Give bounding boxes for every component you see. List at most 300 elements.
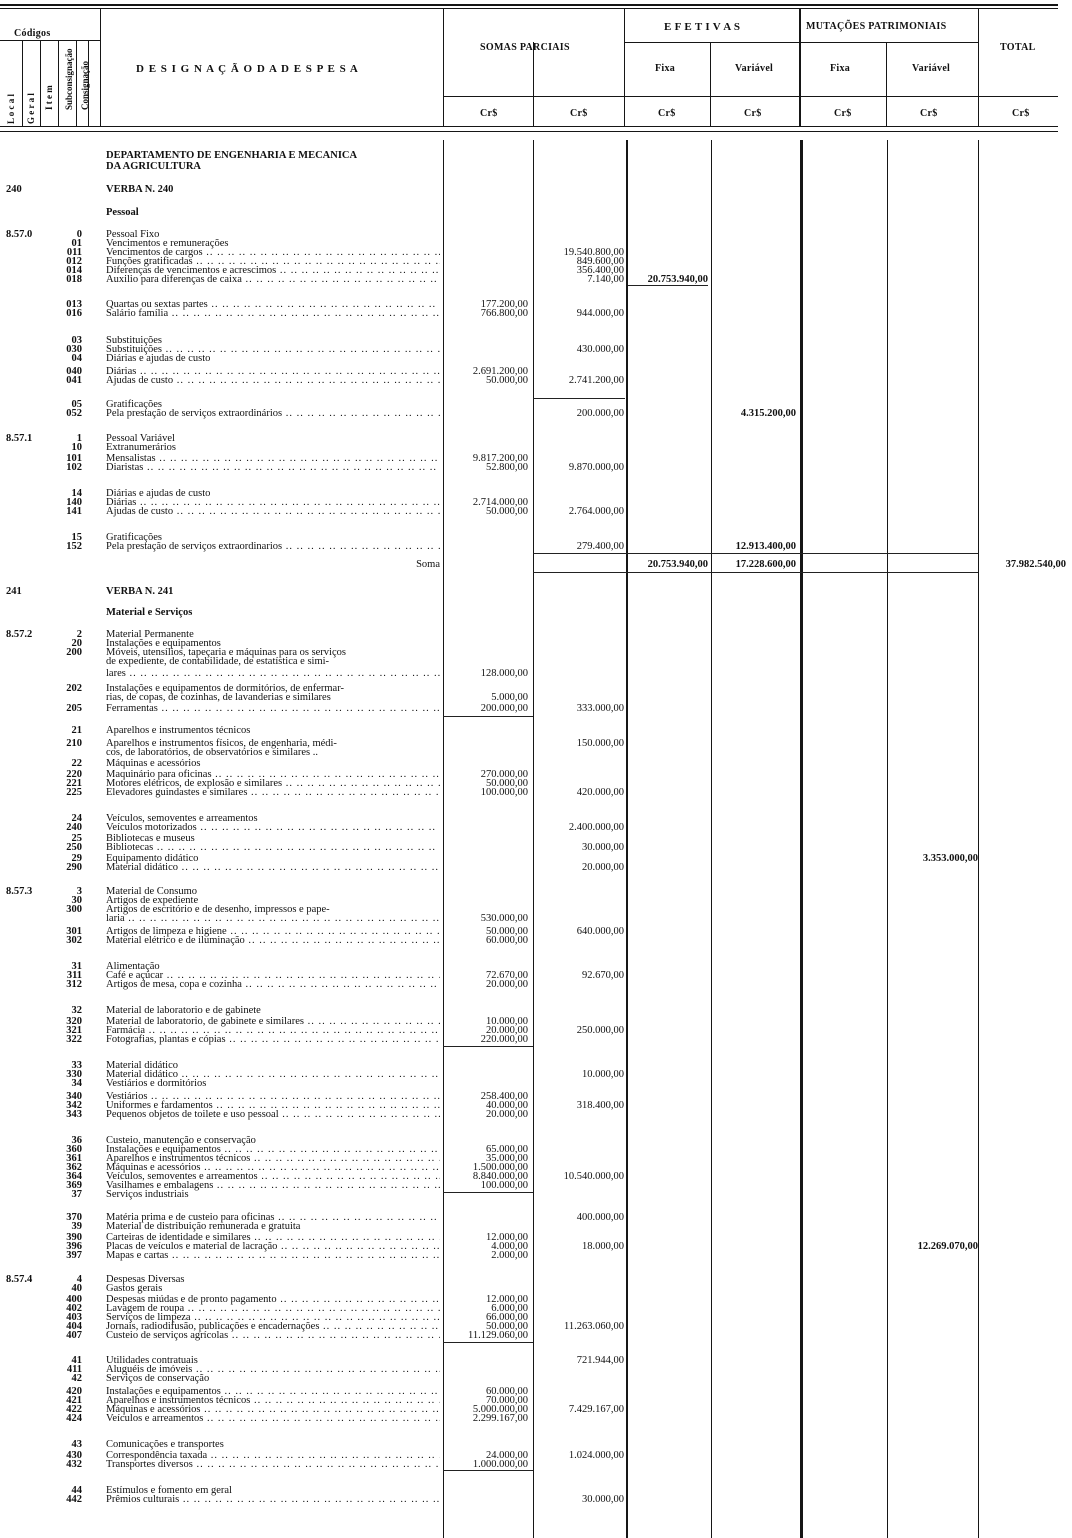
table-row	[0, 353, 1072, 364]
partial-sum-1: 40.000,00	[486, 1100, 528, 1111]
table-row	[0, 375, 1072, 386]
expense-description: Prêmios culturais .. ..	[106, 1494, 440, 1505]
expense-description: Aparelhos e instrumentos técnicos	[106, 725, 251, 736]
partial-sum-2: 849.600,00	[576, 256, 624, 267]
expense-description: Veículos, semoventes e arreamentos .. ..	[106, 1171, 440, 1182]
item-code: 140	[66, 497, 82, 508]
table-row	[0, 442, 1072, 453]
expense-description: Material Permanente	[106, 629, 194, 640]
partial-sum-1: 4.000,00	[491, 1241, 528, 1252]
local-code: 241	[6, 586, 22, 597]
partial-sum-1: 2.000,00	[491, 1250, 528, 1261]
item-code: 369	[66, 1180, 82, 1191]
item-code: 396	[66, 1241, 82, 1252]
expense-description: Mensalistas .. ..	[106, 453, 440, 464]
expense-description: Veículos e arreamentos .. ..	[106, 1413, 440, 1424]
item-code: 24	[71, 813, 82, 824]
expense-description: Extranumerários	[106, 442, 176, 453]
expense-description: Custeio de serviços agrícolas .. ..	[106, 1330, 440, 1341]
table-row	[0, 161, 1072, 172]
item-code: 42	[71, 1373, 82, 1384]
item-code: 225	[66, 787, 82, 798]
expense-description: Diferenças de vencimentos e acrescimos .. ..	[106, 265, 440, 276]
item-code: 220	[66, 769, 82, 780]
expense-description: Material didático .. ..	[106, 862, 440, 873]
table-row	[0, 1459, 1072, 1470]
partial-sum-1: 72.670,00	[486, 970, 528, 981]
table-row	[0, 1439, 1072, 1450]
partial-sum-1: 2.714.000,00	[472, 497, 528, 508]
currency-unit: Cr$	[480, 108, 498, 119]
table-row	[0, 1109, 1072, 1120]
item-code: 36	[71, 1135, 82, 1146]
expense-description: lares .. ..	[106, 668, 440, 679]
partial-sum-1: 128.000,00	[480, 668, 528, 679]
partial-sum-1: 50.000,00	[486, 506, 528, 517]
partial-sum-1: 10.000,00	[486, 1016, 528, 1027]
item-code: 342	[66, 1100, 82, 1111]
expense-description: laria .. ..	[106, 913, 440, 924]
item-code: 2	[76, 629, 82, 640]
expense-description: Despesas Diversas	[106, 1274, 185, 1285]
efetivas-variavel-value: 4.315.200,00	[740, 408, 796, 419]
expense-description: Auxilio para diferenças de caixa .. ..	[106, 274, 440, 285]
expense-description: Substituições	[106, 335, 163, 346]
table-row	[0, 913, 1072, 924]
item-code: 011	[66, 247, 82, 258]
expense-description: Matéria prima e de custeio para oficinas .. ..	[106, 1212, 440, 1223]
table-row	[0, 747, 1072, 758]
item-code: 15	[71, 532, 82, 543]
item-code: 411	[66, 1364, 82, 1375]
efetivas-fixa-value: 20.753.940,00	[647, 274, 708, 285]
partial-sum-1: 177.200,00	[480, 299, 528, 310]
item-code: 300	[66, 904, 82, 915]
partial-sum-1: 52.800,00	[486, 462, 528, 473]
code-sub-1	[22, 40, 23, 126]
item-code: 362	[66, 1162, 82, 1173]
expense-description: DEPARTAMENTO DE ENGENHARIA E MECANICA	[106, 150, 358, 161]
local-code: 8.57.2	[6, 629, 33, 640]
partial-sum-1: 50.000,00	[486, 926, 528, 937]
partial-sum-2: 2.764.000,00	[568, 506, 624, 517]
expense-description: Instalações e equipamentos .. ..	[106, 1386, 440, 1397]
mutacoes-variavel-value: 3.353.000,00	[922, 853, 978, 864]
item-code: 422	[66, 1404, 82, 1415]
subtotal-rule	[533, 572, 978, 573]
expense-description: rias, de copas, de cozinhas, de lavanderias e similares	[106, 692, 331, 703]
expense-description: Máquinas e acessórios .. ..	[106, 1404, 440, 1415]
partial-sum-2: 944.000,00	[576, 308, 624, 319]
expense-description: Diárias e ajudas de custo	[106, 353, 211, 364]
item-code: 205	[66, 703, 82, 714]
header-sub-rule	[624, 42, 978, 43]
table-row	[0, 207, 1072, 218]
item-code: 14	[71, 488, 82, 499]
header-bottom-rule-2	[0, 131, 1058, 132]
expense-description: Diárias .. ..	[106, 497, 440, 508]
partial-sum-2: 279.400,00	[576, 541, 624, 552]
expense-description: Material e Serviços	[106, 607, 193, 618]
partial-sum-2: 1.024.000,00	[568, 1450, 624, 1461]
expense-description: Material de laboratorio e de gabinete	[106, 1005, 261, 1016]
expense-description: Instalações e equipamentos de dormitórios, de enfermar-	[106, 683, 344, 694]
table-row	[0, 150, 1072, 161]
table-row	[0, 274, 1072, 285]
expense-description: Vencimentos de cargos .. ..	[106, 247, 440, 258]
expense-description: Material elétrico e de iluminação .. ..	[106, 935, 440, 946]
expense-description: Máquinas e acessórios	[106, 758, 201, 769]
item-code: 05	[71, 399, 82, 410]
table-row	[0, 862, 1072, 873]
table-row	[0, 822, 1072, 833]
expense-description: Mapas e cartas .. ..	[106, 1250, 440, 1261]
item-code: 33	[71, 1060, 82, 1071]
expense-description: Utilidades contratuais	[106, 1355, 198, 1366]
partial-sum-2: 420.000,00	[576, 787, 624, 798]
expense-description: Aluguéis de imóveis .. ..	[106, 1364, 440, 1375]
item-code: 402	[66, 1303, 82, 1314]
local-code: 8.57.4	[6, 1274, 33, 1285]
partial-sum-1: 6.000,00	[491, 1303, 528, 1314]
table-row	[0, 1078, 1072, 1089]
expense-description: VERBA N. 241	[106, 586, 174, 597]
item-code: 321	[66, 1025, 82, 1036]
variavel-header: Variável	[735, 63, 774, 74]
table-row	[0, 1330, 1072, 1341]
expense-description: Funções gratificadas .. ..	[106, 256, 440, 267]
codes-rule	[0, 40, 100, 41]
header-bottom-rule	[0, 126, 1058, 127]
item-code: 400	[66, 1294, 82, 1305]
partial-sum-1: 2.299.167,00	[472, 1413, 528, 1424]
header-unit-rule	[443, 96, 1058, 97]
partial-sum-1: 5.000.000,00	[472, 1404, 528, 1415]
item-code: 1	[76, 433, 82, 444]
expense-description: Aparelhos e instrumentos técnicos .. ..	[106, 1395, 440, 1406]
expense-description: Vestiários e dormitórios	[106, 1078, 207, 1089]
table-row	[0, 1250, 1072, 1261]
col-line-partial	[533, 42, 534, 127]
item-code: 430	[66, 1450, 82, 1461]
expense-description: Material didático	[106, 1060, 179, 1071]
partial-sum-1: 20.000,00	[486, 1109, 528, 1120]
item-code: 3	[76, 886, 82, 897]
partial-sum-2: 30.000,00	[582, 842, 624, 853]
local-header: L o c a l	[6, 93, 16, 124]
expense-description: Carteiras de identidade e similares .. ..	[106, 1232, 440, 1243]
expense-description: Artigos de expediente	[106, 895, 199, 906]
item-code: 34	[71, 1078, 82, 1089]
expense-description: Bibliotecas e museus	[106, 833, 195, 844]
item-code: 141	[66, 506, 82, 517]
partial-sum-1: 270.000,00	[480, 769, 528, 780]
item-code: 4	[76, 1274, 82, 1285]
item-code: 442	[66, 1494, 82, 1505]
item-code: 22	[71, 758, 82, 769]
expense-description: Substituições .. ..	[106, 344, 440, 355]
partial-sum-1: 5.000,00	[491, 692, 528, 703]
expense-description: de expediente, de contabilidade, de estatística e simi-	[106, 656, 330, 667]
partial-sum-1: 2.691.200,00	[472, 366, 528, 377]
expense-description: Instalações e equipamentos	[106, 638, 221, 649]
expense-description: Artigos de escritório e de desenho, impressos e pape-	[106, 904, 330, 915]
table-row	[0, 1221, 1072, 1232]
item-code: 25	[71, 833, 82, 844]
partial-sum-1: 65.000,00	[486, 1144, 528, 1155]
item-code: 397	[66, 1250, 82, 1261]
expense-description: Material de laboratorio, de gabinete e similares .. ..	[106, 1016, 440, 1027]
col-line-codes	[100, 9, 101, 127]
item-code: 343	[66, 1109, 82, 1120]
partial-sum-2: 400.000,00	[576, 1212, 624, 1223]
item-code: 20	[71, 638, 82, 649]
partial-sum-2: 30.000,00	[582, 1494, 624, 1505]
item-code: 01	[71, 238, 82, 249]
table-row	[0, 607, 1072, 618]
item-code: 210	[66, 738, 82, 749]
expense-description: Diaristas .. ..	[106, 462, 440, 473]
item-code: 424	[66, 1413, 82, 1424]
item-code: 202	[66, 683, 82, 694]
expense-description: Serviços de conservação	[106, 1373, 210, 1384]
expense-description: Gastos gerais	[106, 1283, 163, 1294]
partial-sum-2: 318.400,00	[576, 1100, 624, 1111]
expense-description: Correspondência taxada .. ..	[106, 1450, 440, 1461]
table-row	[0, 935, 1072, 946]
geral-header: G e r a l	[26, 93, 36, 124]
item-code: 014	[66, 265, 82, 276]
expense-description: Serviços de limpeza .. ..	[106, 1312, 440, 1323]
expense-description: Elevadores guindastes e similares .. ..	[106, 787, 440, 798]
partial-sum-2: 430.000,00	[576, 344, 624, 355]
fixa-header: Fixa	[655, 63, 676, 74]
partial-sum-2: 19.540.800,00	[563, 247, 624, 258]
expense-description: Pessoal	[106, 207, 139, 218]
item-code: 320	[66, 1016, 82, 1027]
top-rule	[0, 4, 1058, 6]
partial-sum-2: 92.670,00	[582, 970, 624, 981]
local-code: 8.57.3	[6, 886, 33, 897]
expense-description: Artigos de limpeza e higiene .. ..	[106, 926, 440, 937]
item-code: 41	[71, 1355, 82, 1366]
partial-sum-1: 9.817.200,00	[472, 453, 528, 464]
partial-sum-2: 11.263.060,00	[564, 1321, 624, 1332]
partial-sum-1: 35.000,00	[486, 1153, 528, 1164]
partial-sum-2: 7.429.167,00	[568, 1404, 624, 1415]
expense-description: Salário família .. ..	[106, 308, 440, 319]
expense-description: Veículos motorizados .. ..	[106, 822, 440, 833]
item-code: 29	[71, 853, 82, 864]
partial-sum-2: 721.944,00	[576, 1355, 624, 1366]
partial-sum-2: 2.741.200,00	[568, 375, 624, 386]
table-row	[0, 1373, 1072, 1384]
item-code: 403	[66, 1312, 82, 1323]
expense-description: Gratificações	[106, 532, 162, 543]
currency-unit: Cr$	[744, 108, 762, 119]
expense-description: Motores elétricos, de explosão e similares .. ..	[106, 778, 440, 789]
item-code: 44	[71, 1485, 82, 1496]
expense-description: Despesas miúdas e de pronto pagamento .. ..	[106, 1294, 440, 1305]
item-code: 052	[66, 408, 82, 419]
item-code: 420	[66, 1386, 82, 1397]
partial-sum-1: 66.000,00	[486, 1312, 528, 1323]
subtotal-rule	[443, 716, 533, 717]
item-code: 030	[66, 344, 82, 355]
expense-description: Comunicações e transportes	[106, 1439, 224, 1450]
partial-sum-1: 100.000,00	[480, 787, 528, 798]
expense-description: Fotografias, plantas e cópias .. ..	[106, 1034, 440, 1045]
expense-description: Pessoal Fixo	[106, 229, 160, 240]
table-row	[0, 1494, 1072, 1505]
expense-description: Café e açúcar .. ..	[106, 970, 440, 981]
expense-description: Material didático .. ..	[106, 1069, 440, 1080]
partial-sum-2: 10.540.000,00	[563, 1171, 624, 1182]
item-code: 301	[66, 926, 82, 937]
item-code: 311	[66, 970, 82, 981]
expense-description: Pela prestação de serviços extraordinarios .. ..	[106, 541, 440, 552]
table-row	[0, 1413, 1072, 1424]
currency-unit: Cr$	[570, 108, 588, 119]
item-code: 101	[66, 453, 82, 464]
designacao-header: D E S I G N A Ç Ã O D A D E S P E S A	[136, 63, 359, 75]
expense-description: Material de Consumo	[106, 886, 197, 897]
item-code: 018	[66, 274, 82, 285]
item-code: 040	[66, 366, 82, 377]
table-row	[0, 842, 1072, 853]
top-rule-2	[0, 8, 1058, 9]
expense-description: Jornais, radiodifusão, publicações e encadernações .. ..	[106, 1321, 440, 1332]
partial-sum-2: 9.870.000,00	[568, 462, 624, 473]
variavel-mut-header: Variável	[912, 63, 951, 74]
subtotal-rule	[443, 1342, 533, 1343]
item-code: 312	[66, 979, 82, 990]
expense-description: Custeio, manutenção e conservação	[106, 1135, 256, 1146]
col-line-desc	[443, 9, 444, 127]
partial-sum-2: 10.000,00	[582, 1069, 624, 1080]
table-row	[0, 559, 1072, 570]
item-code: 361	[66, 1153, 82, 1164]
currency-unit: Cr$	[1012, 108, 1030, 119]
efetivas-fixa-value: 20.753.940,00	[647, 559, 708, 570]
expense-description: Serviços industriais	[106, 1189, 189, 1200]
item-code: 013	[66, 299, 82, 310]
item-code: 360	[66, 1144, 82, 1155]
code-sub-2	[40, 40, 41, 126]
total-header: TOTAL	[1000, 42, 1036, 53]
item-code: 31	[71, 961, 82, 972]
item-code: 30	[71, 895, 82, 906]
item-code: 041	[66, 375, 82, 386]
local-code: 240	[6, 184, 22, 195]
item-code: 340	[66, 1091, 82, 1102]
subtotal-rule	[443, 1046, 533, 1047]
expense-description: Veículos, semoventes e arreamentos	[106, 813, 258, 824]
expense-description: Soma	[416, 559, 440, 570]
item-code: 10	[71, 442, 82, 453]
codigos-header: Códigos	[14, 28, 51, 39]
subtotal-rule	[443, 1470, 533, 1471]
item-code: 03	[71, 335, 82, 346]
table-row	[0, 703, 1072, 714]
expense-description: Estímulos e fomento em geral	[106, 1485, 232, 1496]
col-line-total	[978, 9, 979, 127]
expense-description: Diárias e ajudas de custo	[106, 488, 211, 499]
item-code: 40	[71, 1283, 82, 1294]
expense-description: cos, de laboratórios, de observatórios e similares ..	[106, 747, 318, 758]
item-code: 39	[71, 1221, 82, 1232]
expense-description: Quartas ou sextas partes .. ..	[106, 299, 440, 310]
table-row	[0, 308, 1072, 319]
expense-description: Pessoal Variável	[106, 433, 175, 444]
table-row	[0, 1005, 1072, 1016]
currency-unit: Cr$	[834, 108, 852, 119]
table-row	[0, 787, 1072, 798]
fixa-mut-header: Fixa	[830, 63, 851, 74]
expense-description: Bibliotecas .. ..	[106, 842, 440, 853]
partial-sum-1: 100.000,00	[480, 1180, 528, 1191]
expense-description: Farmácia .. ..	[106, 1025, 440, 1036]
expense-description: Ajudas de custo .. ..	[106, 375, 440, 386]
partial-sum-1: 60.000,00	[486, 935, 528, 946]
partial-sum-1: 50.000,00	[486, 1321, 528, 1332]
table-row	[0, 586, 1072, 597]
item-code: 04	[71, 353, 82, 364]
expense-description: Diárias .. ..	[106, 366, 440, 377]
expense-description: Vestiários .. ..	[106, 1091, 440, 1102]
partial-sum-2: 640.000,00	[576, 926, 624, 937]
partial-sum-1: 1.500.000,00	[472, 1162, 528, 1173]
expense-description: Vencimentos e remunerações	[106, 238, 229, 249]
item-code: 240	[66, 822, 82, 833]
item-code: 32	[71, 1005, 82, 1016]
local-code: 8.57.1	[6, 433, 33, 444]
table-row	[0, 1189, 1072, 1200]
item-code: 200	[66, 647, 82, 658]
table-row	[0, 1283, 1072, 1294]
table-row	[0, 656, 1072, 667]
expense-description: Equipamento didático	[106, 853, 199, 864]
partial-sum-1: 50.000,00	[486, 778, 528, 789]
partial-sum-2: 150.000,00	[576, 738, 624, 749]
expense-description: Ferramentas .. ..	[106, 703, 440, 714]
partial-sum-1: 8.840.000,00	[472, 1171, 528, 1182]
partial-sum-2: 2.400.000,00	[568, 822, 624, 833]
item-code: 364	[66, 1171, 82, 1182]
expense-description: Aparelhos e instrumentos técnicos .. ..	[106, 1153, 440, 1164]
consignacao-header: Consignação	[80, 60, 90, 110]
item-code: 250	[66, 842, 82, 853]
table-row	[0, 668, 1072, 679]
total-value: 37.982.540,00	[1005, 559, 1066, 570]
table-row	[0, 1034, 1072, 1045]
table-row	[0, 541, 1072, 552]
partial-sum-2: 250.000,00	[576, 1025, 624, 1036]
item-code: 290	[66, 862, 82, 873]
partial-sum-1: 20.000,00	[486, 979, 528, 990]
item-code: 330	[66, 1069, 82, 1080]
partial-sum-1: 50.000,00	[486, 375, 528, 386]
subconsignacao-header: Subconsignação	[64, 48, 74, 110]
item-code: 21	[71, 725, 82, 736]
code-sub-3	[58, 40, 59, 126]
expense-description: Transportes diversos .. ..	[106, 1459, 440, 1470]
table-row	[0, 184, 1072, 195]
partial-sum-2: 200.000,00	[576, 408, 624, 419]
table-row	[0, 506, 1072, 517]
item-code: 407	[66, 1330, 82, 1341]
partial-sum-1: 12.000,00	[486, 1232, 528, 1243]
